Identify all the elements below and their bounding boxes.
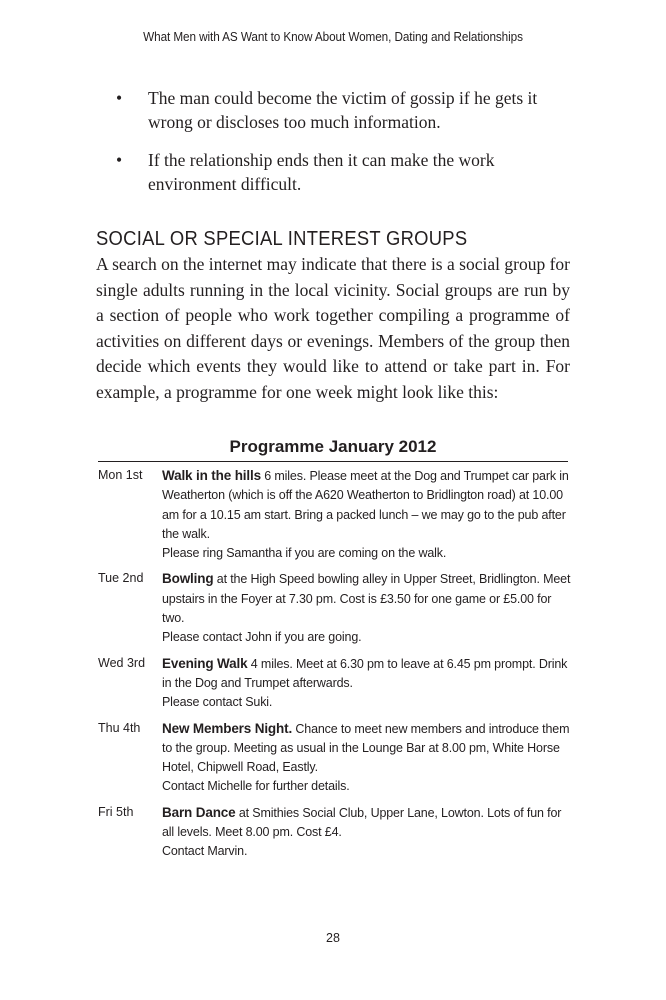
entry-details: 4 miles. Meet at 6.30 pm to leave at 6.45 pm prompt. Drink in the Dog and Trumpet afterwards. [162, 656, 568, 690]
bullet-item: • If the relationship ends then it can make the work environment difficult. [116, 148, 586, 196]
entry-details: at Smithies Social Club, Upper Lane, Lowton. Lots of fun for all levels. Meet 8.00 pm. Cost £4. [162, 805, 562, 840]
entry-event: Evening Walk [162, 655, 248, 671]
programme-entry [98, 654, 576, 713]
entry-contact: Please ring Samantha if you are coming on the walk. [162, 546, 447, 561]
entry-day: Tue 2nd [98, 571, 144, 586]
entry-event: New Members Night. [162, 720, 293, 736]
entry-content [162, 466, 576, 563]
programme-entry [98, 569, 576, 647]
entry-day: Wed 3rd [98, 655, 146, 670]
entry-event: Bowling [162, 571, 214, 587]
page-number: 28 [326, 931, 340, 945]
bullet-list [116, 86, 586, 210]
entry-day: Thu 4th [98, 720, 141, 735]
entry-content [162, 803, 576, 862]
entry-details: Chance to meet new members and introduce them to the group. Meeting as usual in the Lounge Bar at 8.00 pm, White Horse Hotel, Chipwell Road, Eastly. [162, 721, 570, 775]
entry-details: at the High Speed bowling alley in Upper Street, Bridlington. Meet upstairs in the Foyer at 7.30 pm. Cost is £3.50 for one game or £5.00 for two. [162, 572, 571, 626]
entry-contact: Please contact John if you are going. [162, 630, 362, 645]
entry-contact: Contact Michelle for further details. [162, 779, 350, 794]
programme-entry [98, 803, 576, 862]
bullet-item: • The man could become the victim of gossip if he gets it wrong or discloses too much information. [116, 86, 586, 134]
entry-contact: Contact Marvin. [162, 844, 248, 859]
entry-event: Walk in the hills [162, 468, 261, 483]
body-paragraph: A search on the internet may indicate that there is a social group for single adults running in the local vicinity. Social groups are run by a section of people who work together compiling a programme of activities on different days or evenings. Members of the group then decide which events they would like to attend or take part in. For example, a programme for one week might look like this: [96, 254, 570, 402]
entry-event: Barn Dance [162, 804, 236, 820]
section-heading: SOCIAL OR SPECIAL INTEREST GROUPS [96, 228, 468, 250]
entry-details: 6 miles. Please meet at the Dog and Trumpet car park in Weatherton (which is off the A620 Weatherton to Bridlington road) at 10.00 am for a 10.15 am start. Bring a packed lunch – we may go to the pub after the walk. [162, 469, 569, 541]
programme-rule [98, 461, 568, 462]
programme-table [98, 466, 576, 868]
entry-content [162, 719, 576, 797]
entry-content [162, 569, 576, 647]
running-head: What Men with AS Want to Know About Women, Dating and Relationships [143, 30, 523, 44]
entry-day: Mon 1st [98, 468, 143, 482]
programme-title: Programme January 2012 [229, 437, 437, 456]
entry-content [162, 654, 576, 713]
programme-entry [98, 466, 576, 563]
programme-entry [98, 719, 576, 797]
entry-day: Fri 5th [98, 804, 134, 819]
entry-contact: Please contact Suki. [162, 695, 273, 710]
